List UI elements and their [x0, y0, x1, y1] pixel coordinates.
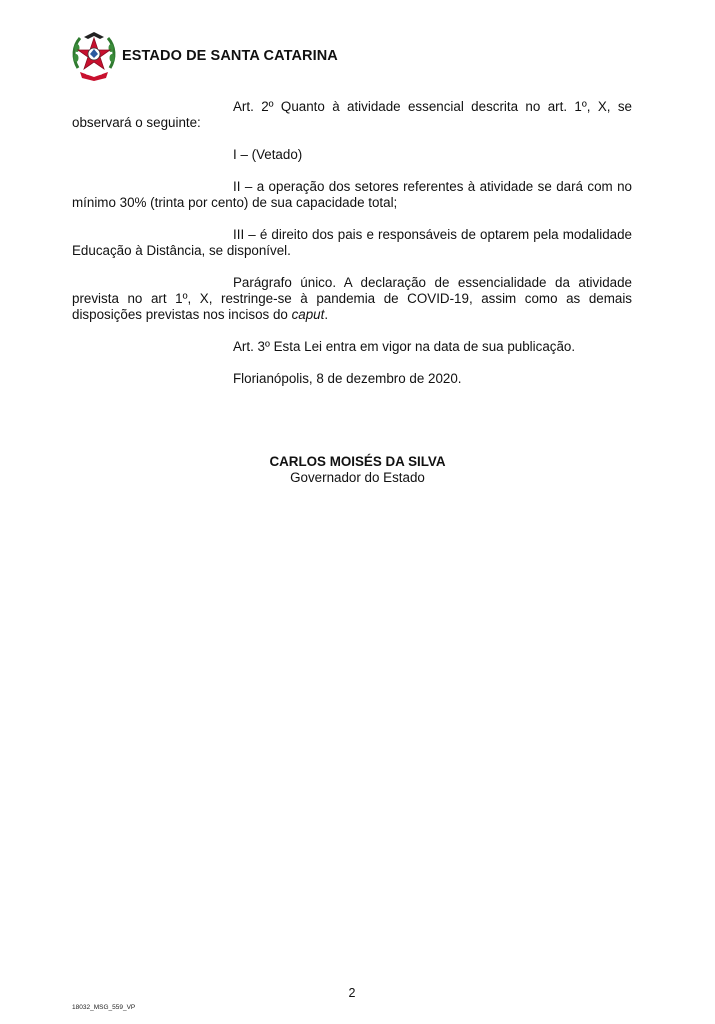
paragrafo-unico-text: Parágrafo único. A declaração de essencialidade da atividade prevista no art 1º, X, restringe-se à pandemia de COVID-19, assim como as demais disposições previstas nos incisos do [72, 275, 632, 322]
art2-intro: Art. 2º Quanto à atividade essencial descrita no art. 1º, X, se observará o seguinte: [72, 99, 632, 130]
signature-block [0, 454, 715, 486]
santa-catarina-coat-of-arms-icon [70, 28, 118, 82]
inciso-i: I – (Vetado) [233, 147, 303, 162]
paragrafo-unico-end: . [324, 307, 329, 322]
caput-emphasis: caput [291, 307, 325, 322]
signatory-role: Governador do Estado [290, 470, 425, 485]
signatory-name: CARLOS MOISÉS DA SILVA [269, 454, 446, 469]
page-number: 2 [348, 986, 356, 1000]
place-date: Florianópolis, 8 de dezembro de 2020. [233, 371, 462, 386]
document-body [72, 99, 632, 403]
state-title: ESTADO DE SANTA CATARINA [122, 48, 338, 64]
art3: Art. 3º Esta Lei entra em vigor na data de sua publicação. [233, 339, 576, 354]
document-header [70, 28, 338, 82]
document-code: 18032_MSG_559_VP [72, 1004, 136, 1011]
inciso-iii: III – é direito dos pais e responsáveis de optarem pela modalidade Educação à Distância, se disponível. [72, 227, 632, 258]
paragrafo-unico [72, 275, 632, 323]
inciso-ii: II – a operação dos setores referentes à atividade se dará com no mínimo 30% (trinta por cento) de sua capacidade total; [72, 179, 632, 210]
